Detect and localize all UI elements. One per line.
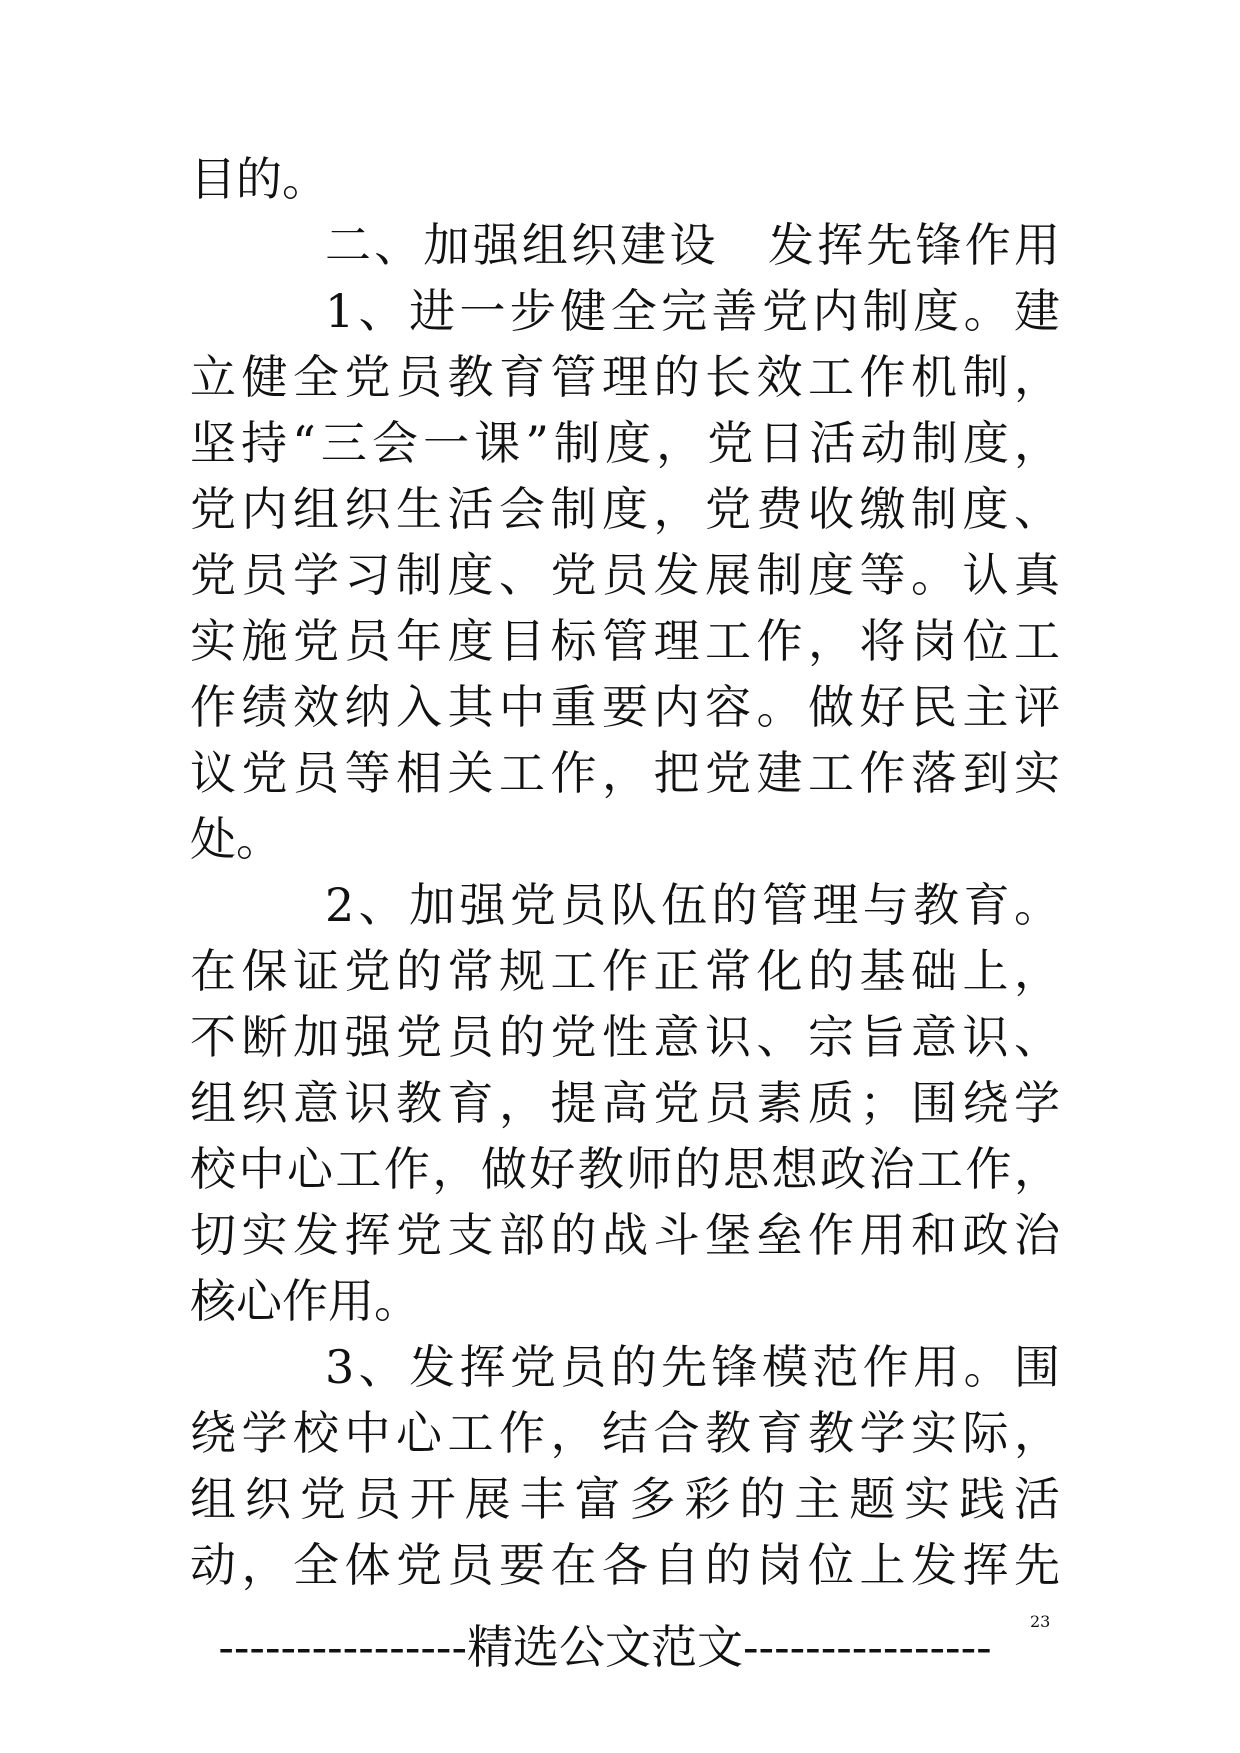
- section-heading: 二、加强组织建设 发挥先锋作用: [325, 218, 1060, 272]
- text-line-8: 实施党员年度目标管理工作，将岗位工: [190, 614, 1060, 668]
- text-line-9: 作绩效纳入其中重要内容。做好民主评: [190, 680, 1060, 734]
- text-line-14: 不断加强党员的党性意识、宗旨意识、: [190, 1010, 1060, 1064]
- text-line-3: 1、进一步健全完善党内制度。建: [325, 284, 1060, 338]
- text-line-16: 校中心工作，做好教师的思想政治工作，: [190, 1142, 1060, 1196]
- text-line-12: 2、加强党员队伍的管理与教育。: [325, 878, 1060, 932]
- text-line-10: 议党员等相关工作，把党建工作落到实: [190, 746, 1060, 800]
- text-line-11: 处。: [190, 812, 282, 866]
- text-line-15: 组织意识教育，提高党员素质；围绕学: [190, 1076, 1060, 1130]
- text-line-7: 党员学习制度、党员发展制度等。认真: [190, 548, 1060, 602]
- text-line-4: 立健全党员教育管理的长效工作机制，: [190, 350, 1060, 404]
- text-line-17: 切实发挥党支部的战斗堡垒作用和政治: [190, 1208, 1060, 1262]
- text-line-20: 绕学校中心工作，结合教育教学实际，: [190, 1406, 1060, 1460]
- text-line-19: 3、发挥党员的先锋模范作用。围: [325, 1340, 1060, 1394]
- text-line-18: 核心作用。: [190, 1274, 420, 1328]
- text-line-5: 坚持“三会一课”制度，党日活动制度，: [190, 416, 1060, 470]
- footer-text: ----------------精选公文范文----------------: [218, 1620, 992, 1674]
- text-line-1: 目的。: [190, 152, 328, 206]
- text-line-21: 组织党员开展丰富多彩的主题实践活: [190, 1472, 1060, 1526]
- text-line-13: 在保证党的常规工作正常化的基础上，: [190, 944, 1060, 998]
- text-line-22: 动，全体党员要在各自的岗位上发挥先: [190, 1538, 1060, 1592]
- text-line-6: 党内组织生活会制度，党费收缴制度、: [190, 482, 1060, 536]
- page-number: 23: [1030, 1612, 1051, 1631]
